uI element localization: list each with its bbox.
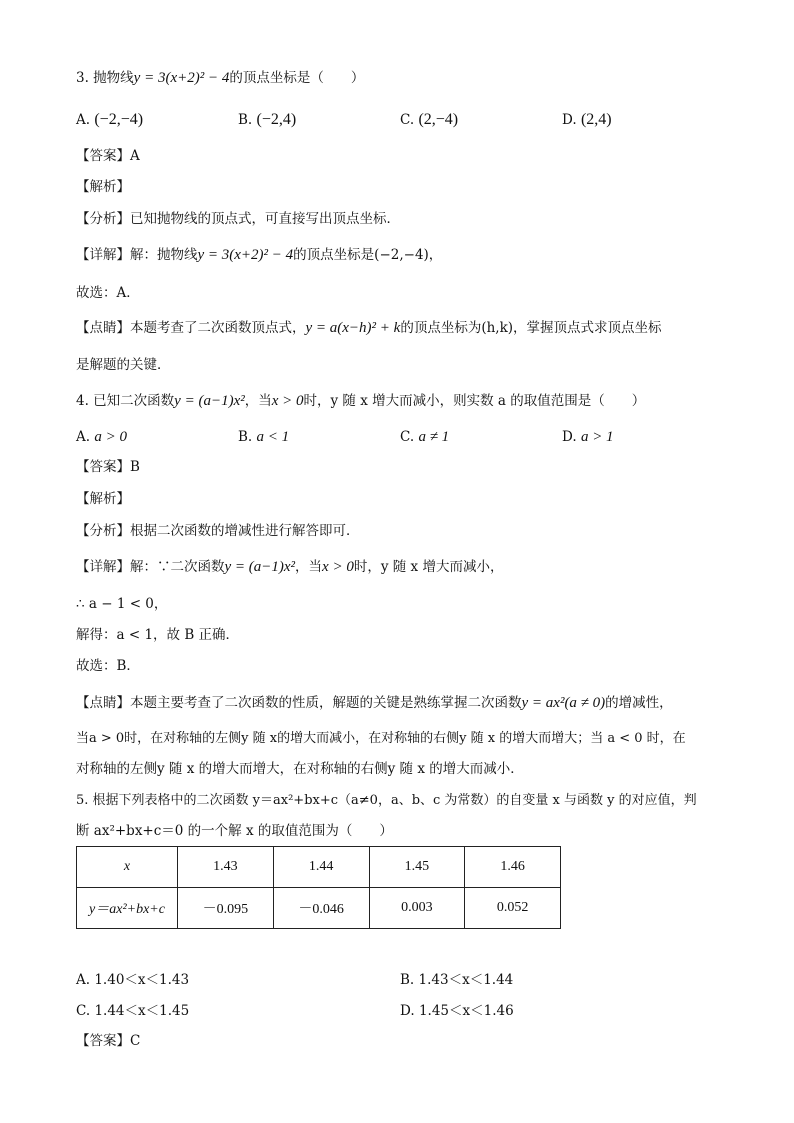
table-head-x: x xyxy=(77,847,178,888)
q3-stem xyxy=(76,68,364,88)
q5-stem-line2: 断 ax²+bx+c＝0 的一个解 x 的取值范围为（ ） xyxy=(76,823,393,839)
q4-detail: 【详解】解：∵二次函数y = (a−1)x²，当x > 0时，y 随 x 增大而减小， xyxy=(76,559,504,575)
q3-option-c[interactable]: C. (2,−4) xyxy=(400,111,459,128)
table-row xyxy=(77,888,561,929)
q5-option-a[interactable]: A. 1.40＜x＜1.43 xyxy=(76,972,190,988)
q3-detail: 【详解】解：抛物线y = 3(x+2)² − 4的顶点坐标是(−2,−4)， xyxy=(76,247,443,263)
q4-dianjing-line3: 对称轴的左侧y 随 x 的增大而增大，在对称轴的右侧y 随 x 的增大而减小． xyxy=(76,761,524,777)
q4-answer: 【答案】B xyxy=(76,459,140,475)
q4-fenxi: 【分析】根据二次函数的增减性进行解答即可． xyxy=(76,523,360,539)
q4-dianjing: 【点睛】本题主要考查了二次函数的性质，解题的关键是熟练掌握二次函数y = ax²(a ≠ 0)的增减性， xyxy=(76,695,673,711)
table-cell: －0.046 xyxy=(273,888,369,929)
q4-choose: 故选：B． xyxy=(76,658,140,674)
q3-answer: 【答案】A xyxy=(76,148,140,164)
q5-stem-line1: 5. 根据下列表格中的二次函数 y＝ax²+bx+c（a≠0，a、b、c 为常数）的自变量 x 与函数 y 的对应值，判 xyxy=(76,793,697,808)
q3-option-b[interactable]: B. (−2,4) xyxy=(238,111,297,128)
q3-choose: 故选：A． xyxy=(76,285,140,301)
q4-option-c[interactable]: C. a ≠ 1 xyxy=(400,429,450,445)
q3-option-d[interactable]: D. (2,4) xyxy=(562,111,612,128)
q5-value-table xyxy=(76,846,561,929)
q3-dianjing-line2: 是解题的关键． xyxy=(76,357,171,373)
table-row xyxy=(77,847,561,888)
q3-stem-tail: 的顶点坐标是（ ） xyxy=(229,70,365,86)
q5-option-b[interactable]: B. 1.43＜x＜1.44 xyxy=(400,972,514,988)
q4-step1: ∴ a − 1 < 0， xyxy=(76,596,168,612)
table-cell: 1.43 xyxy=(178,847,274,888)
table-cell: 1.45 xyxy=(369,847,465,888)
q3-formula: y = 3(x+2)² − 4 xyxy=(133,70,230,86)
table-cell: 0.052 xyxy=(465,888,561,929)
q5-answer: 【答案】C xyxy=(76,1033,141,1049)
q3-option-a[interactable]: A. (−2,−4) xyxy=(76,111,144,128)
table-cell: 0.003 xyxy=(369,888,465,929)
q5-option-c[interactable]: C. 1.44＜x＜1.45 xyxy=(76,1003,190,1019)
q3-fenxi: 【分析】已知抛物线的顶点式，可直接写出顶点坐标． xyxy=(76,211,400,227)
q4-option-a[interactable]: A. a > 0 xyxy=(76,429,127,445)
q4-option-d[interactable]: D. a > 1 xyxy=(562,429,614,445)
q4-analysis-title: 【解析】 xyxy=(76,491,130,507)
q5-option-d[interactable]: D. 1.45＜x＜1.46 xyxy=(400,1003,514,1019)
q3-stem-lead: 3. 抛物线 xyxy=(76,70,134,86)
q4-option-b[interactable]: B. a < 1 xyxy=(238,429,290,445)
q4-dianjing-line2: 当a > 0时，在对称轴的左侧y 随 x的增大而减小，在对称轴的右侧y 随 x 的增大而增大；当 a < 0 时，在 xyxy=(76,731,686,746)
q4-stem: 4. 已知二次函数y = (a−1)x²，当x > 0时，y 随 x 增大而减小，则实数 a 的取值范围是（ ） xyxy=(76,393,646,409)
table-head-y: y＝ax²+bx+c xyxy=(77,888,178,929)
q4-step2: 解得：a < 1，故 B 正确． xyxy=(76,627,240,643)
table-cell: －0.095 xyxy=(178,888,274,929)
table-cell: 1.44 xyxy=(273,847,369,888)
table-cell: 1.46 xyxy=(465,847,561,888)
q3-analysis-title: 【解析】 xyxy=(76,179,130,195)
q3-dianjing: 【点睛】本题考查了二次函数顶点式，y = a(x−h)² + k的顶点坐标为(h,k)，掌握顶点式求顶点坐标 xyxy=(76,320,662,336)
